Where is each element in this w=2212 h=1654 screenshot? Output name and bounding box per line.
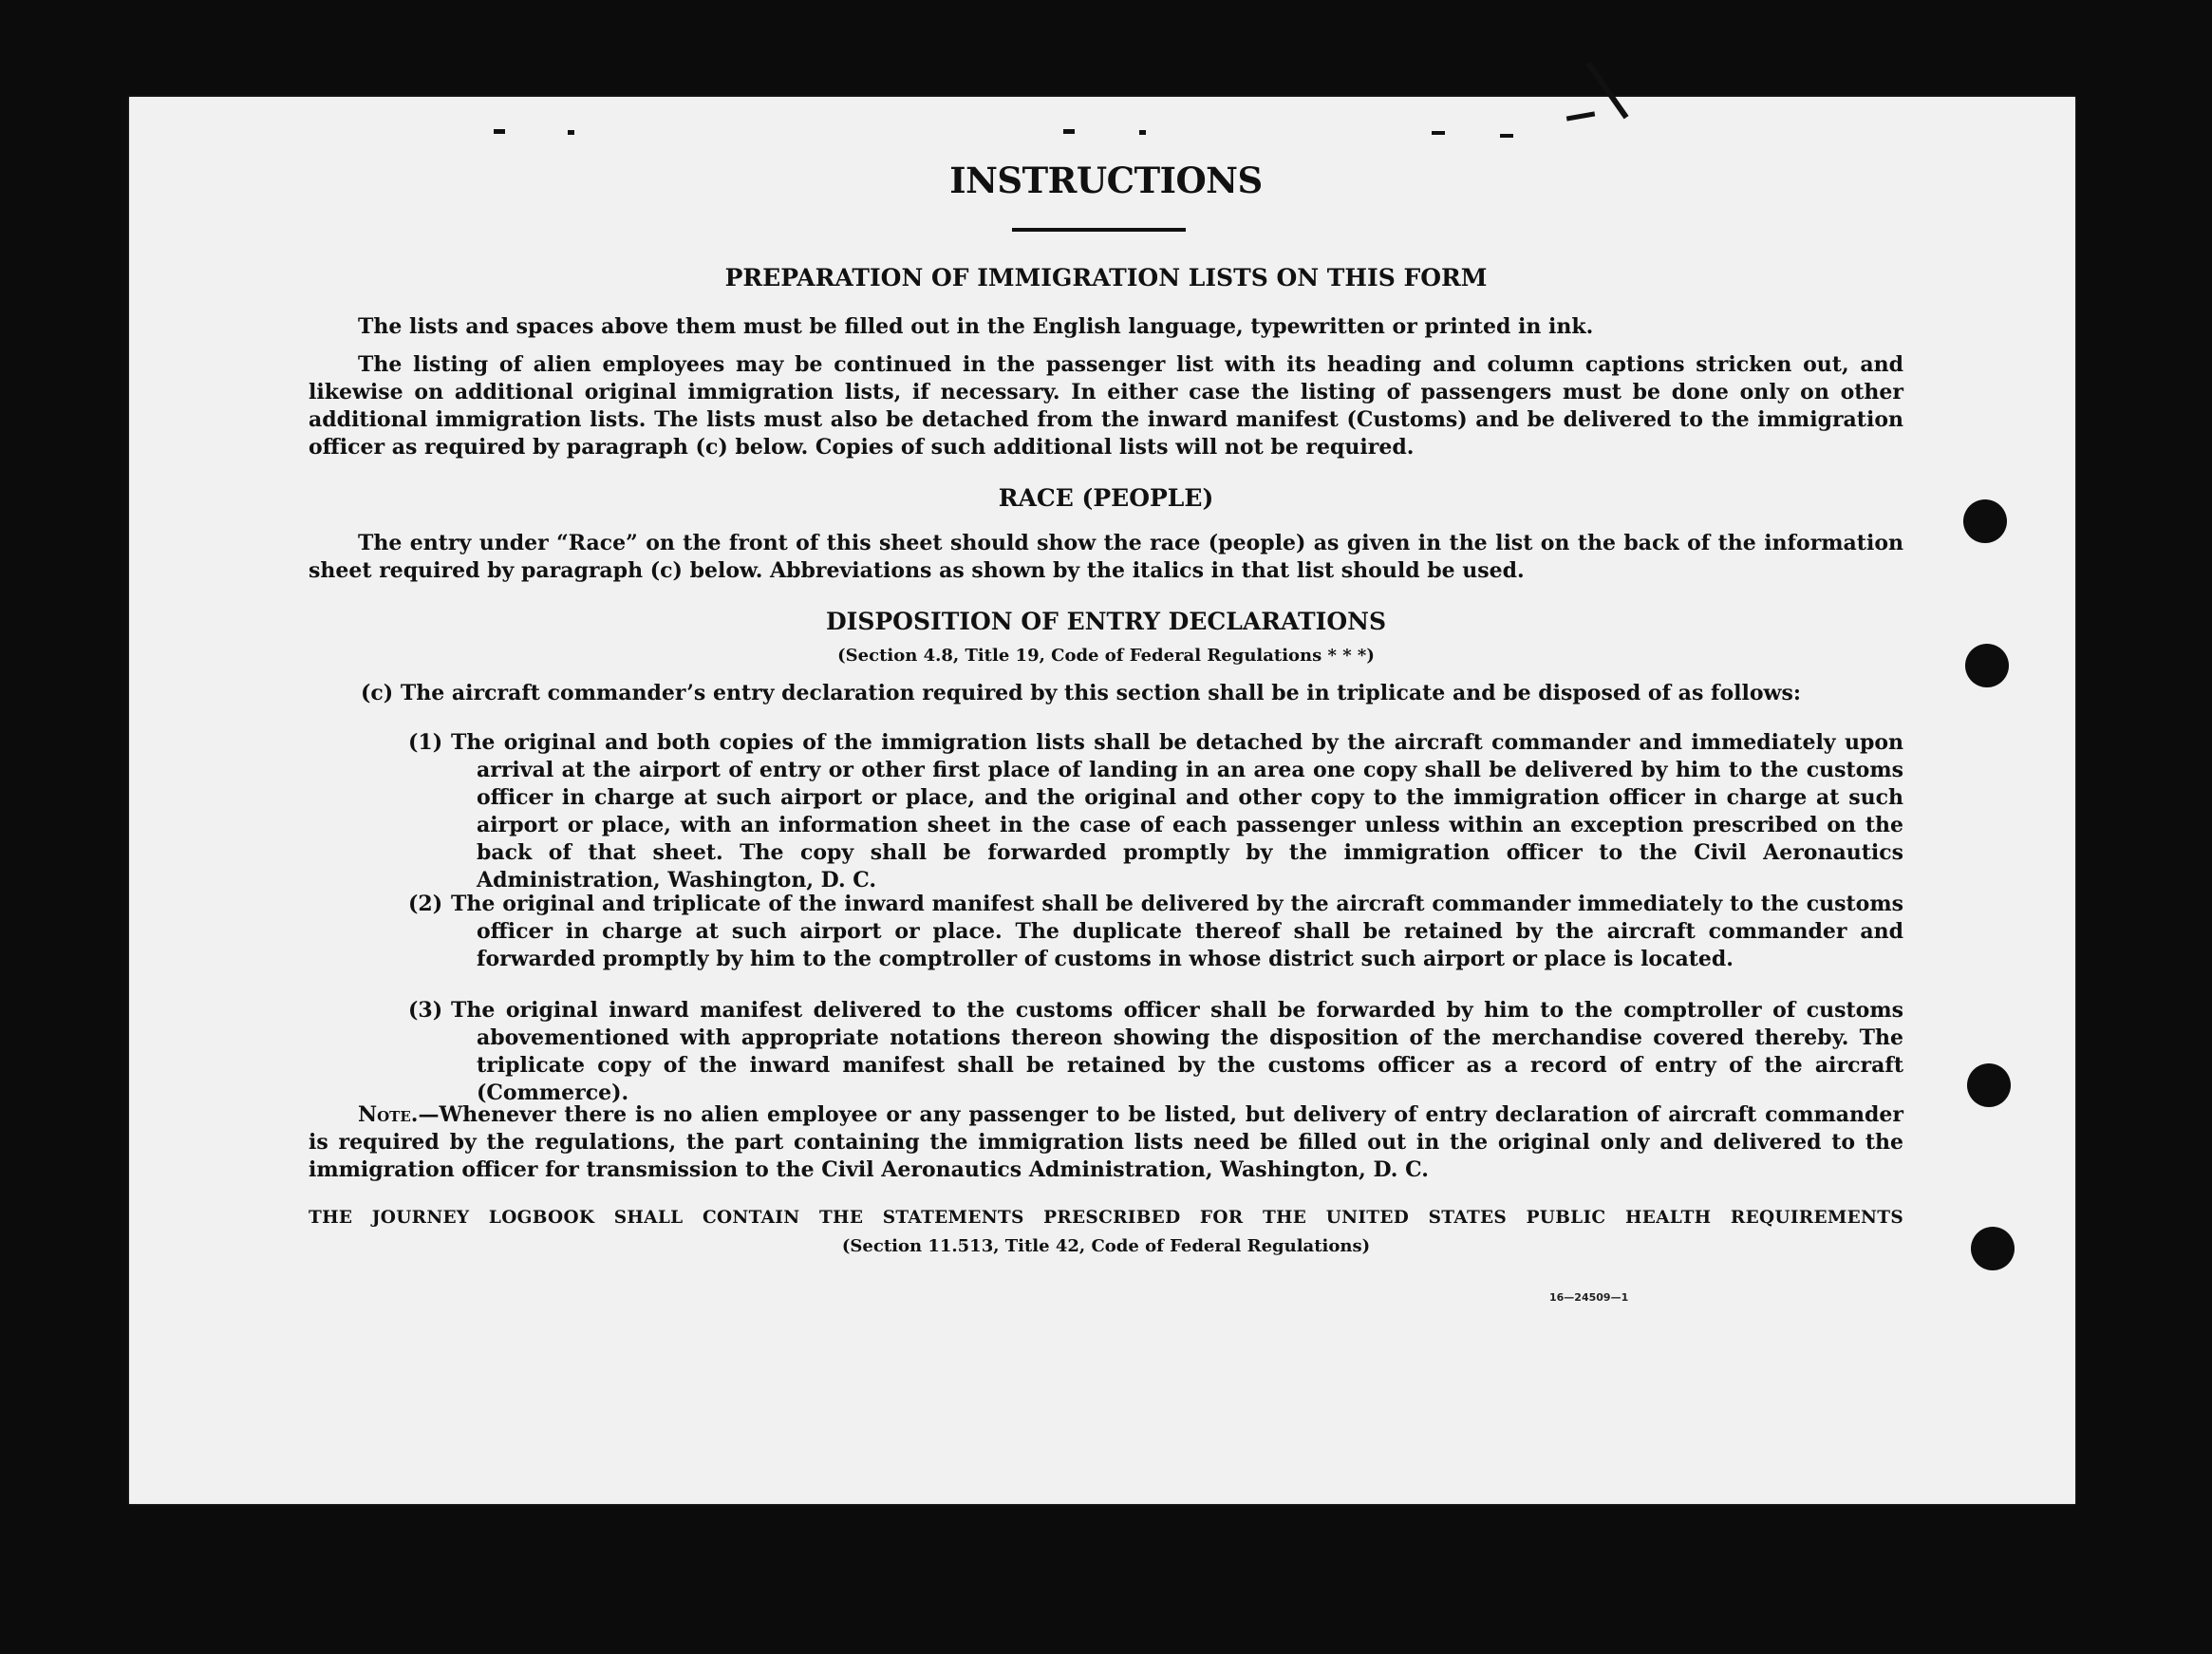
scan-mark — [494, 129, 505, 134]
list-item-text: The original and both copies of the immigration lists shall be detached by the aircraft commander and immediately upon arrival at the airport of entry or other first place of landing in an area one copy shall be delivered by him to the customs officer in charge at such airport or place, and the original and other copy to the immigration officer in charge at such airport or place, with an information sheet in the case of each passenger unless within an exception prescribed on the back of that sheet. The copy shall be forwarded promptly by the immigration officer to the Civil Aeronautics Administration, Washington, D. C. — [451, 730, 1903, 893]
scan-mark — [1063, 129, 1075, 134]
note-label: Note. — [358, 1102, 419, 1127]
page-title: INSTRUCTIONS — [949, 160, 1263, 201]
scan-mark — [1139, 130, 1146, 135]
paragraph-listing: The listing of alien employees may be continued in the passenger list with its heading and column captions stricken out, and likewise on additional original immigration lists, if necessary. In either case the listing of passengers must be done only on other additional immigration lists. The lists must also be detached from the inward manifest (Customs) and be delivered to the immigration officer as required by paragraph (c) below. Copies of such additional lists will not be required. — [309, 352, 1903, 460]
list-item — [408, 729, 1903, 894]
section-heading-preparation: PREPARATION OF IMMIGRATION LISTS ON THIS FORM — [724, 264, 1488, 291]
scan-mark — [568, 130, 574, 135]
form-number: 16—24509—1 — [1549, 1291, 1629, 1304]
scan-mark — [1432, 131, 1445, 135]
title-underline — [1012, 228, 1186, 232]
section-heading-disposition: DISPOSITION OF ENTRY DECLARATIONS — [825, 608, 1387, 635]
section-heading-race: RACE (PEOPLE) — [998, 484, 1214, 512]
paragraph-language: The lists and spaces above them must be filled out in the English language, typewritten or printed in ink. — [358, 314, 1594, 339]
note-paragraph — [309, 1101, 1903, 1184]
list-item-number: (1) — [408, 730, 443, 755]
list-item-text: The original and triplicate of the inward manifest shall be delivered by the aircraft commander immediately to the customs officer in charge at such airport or place. The duplicate thereof shall be retained by the aircraft commander and forwarded promptly by him to the comptroller of customs in whose district such airport or place is located. — [451, 892, 1903, 971]
section-subheading-citation: (Section 4.8, Title 19, Code of Federal Regulations * * *) — [837, 646, 1375, 666]
list-item — [408, 997, 1903, 1107]
list-item-text: The original inward manifest delivered to the customs officer shall be forwarded by him to the comptroller of customs abovementioned with appropriate notations thereon showing the disposition of the merchandise covered thereby. The triplicate copy of the inward manifest shall be retained by the customs officer as a record of entry of the aircraft (Commerce). — [451, 998, 1903, 1105]
list-item — [408, 891, 1903, 973]
paragraph-race: The entry under “Race” on the front of this sheet should show the race (people) as given in the list on the back of the information sheet required by paragraph (c) below. Abbreviations as shown by the italics in that list should be used. — [309, 531, 1903, 583]
footer-logbook-statement: THE JOURNEY LOGBOOK SHALL CONTAIN THE STATEMENTS PRESCRIBED FOR THE UNITED STATES PUBLIC HEALTH REQUIREMENTS — [309, 1208, 1903, 1228]
list-item-number: (2) — [408, 892, 443, 916]
paragraph-intro-c: (c) The aircraft commander’s entry declaration required by this section shall be in triplicate and be disposed of as follows: — [361, 681, 1801, 705]
punch-hole — [1967, 1063, 2011, 1107]
scan-mark — [1500, 134, 1513, 138]
list-item-number: (3) — [408, 998, 443, 1023]
note-text: —Whenever there is no alien employee or any passenger to be listed, but delivery of entry declaration of aircraft commander is required by the regulations, the part containing the immigration lists need be filled out in the original only and delivered to the immigration officer for transmission to the Civil Aeronautics Administration, Washington, D. C. — [309, 1102, 1903, 1182]
footer-citation: (Section 11.513, Title 42, Code of Federal Regulations) — [841, 1236, 1371, 1256]
